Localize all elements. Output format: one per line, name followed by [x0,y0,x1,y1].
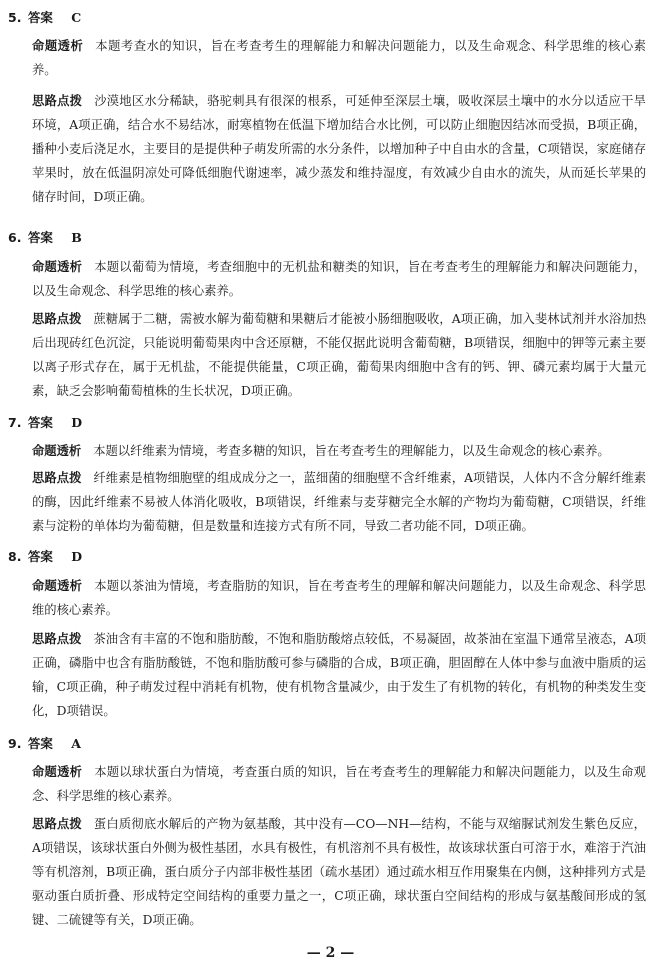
page-number: — 2 — [306,945,355,961]
answer-label: 答案 [27,10,53,25]
question-8-header [8,547,82,567]
question-5-hint [32,89,646,209]
question-8-hint [32,627,646,723]
answer-label: 答案 [27,415,53,430]
question-6-hint [32,307,646,403]
question-7-header [8,413,82,433]
hint-label: 思路点拨 [32,817,82,831]
hint-label: 思路点拨 [32,312,82,326]
question-number: 5. [8,10,22,25]
question-9-header [8,734,81,754]
hint-label: 思路点拨 [32,632,82,646]
answer-label: 答案 [27,736,53,751]
hint-label: 思路点拨 [32,94,83,108]
question-number: 9. [8,736,22,751]
question-6-analysis [32,255,646,303]
analysis-text: 本题以茶油为情境，考查脂肪的知识，旨在考查考生的理解和解决问题能力，以及生命观念、科学思维的核心素养。 [32,579,646,617]
question-number: 8. [8,549,22,564]
analysis-label: 命题透析 [32,260,83,274]
question-5-header [8,8,81,28]
question-7-analysis [32,439,646,463]
hint-text: 蛋白质彻底水解后的产物为氨基酸，其中没有—CO—NH—结构，不能与双缩脲试剂发生紫色反应，A项错误，该球状蛋白外侧为极性基团，水具有极性，有机溶剂不具有极性，故该球状蛋白可溶于水，难溶于汽油等有机溶剂，B项正确，蛋白质分子内部非极性基团（疏水基团）通过疏水相互作用聚集在内侧，这种排列方式是驱动蛋白质折叠、形成特定空间结构的重要力量之一，C项正确，球状蛋白空间结构的形成与氨基酸间形成的氢键、二硫键等有关，D项正确。 [32,817,646,927]
answer-value: B [71,230,82,245]
analysis-text: 本题以球状蛋白为情境，考查蛋白质的知识，旨在考查考生的理解能力和解决问题能力，以及生命观念、科学思维的核心素养。 [32,765,646,803]
answer-value: A [71,736,81,751]
hint-label: 思路点拨 [32,471,82,485]
question-9-hint [32,812,646,932]
analysis-text: 本题以纤维素为情境，考查多糖的知识，旨在考查考生的理解能力，以及生命观念的核心素养。 [93,444,610,458]
question-7-hint [32,466,646,538]
question-number: 6. [8,230,22,245]
question-6-header [8,228,82,248]
analysis-label: 命题透析 [32,579,83,593]
analysis-label: 命题透析 [32,444,82,458]
hint-text: 茶油含有丰富的不饱和脂肪酸，不饱和脂肪酸熔点较低，不易凝固，故茶油在室温下通常呈液态，A项正确，磷脂中也含有脂肪酸链，不饱和脂肪酸可参与磷脂的合成，B项正确，胆固醇在人体中参与血液中脂质的运输，C项正确，种子萌发过程中消耗有机物，使有机物含量减少，由于发生了有机物的转化，有机物的种类发生变化，D项错误。 [32,632,646,718]
analysis-label: 命题透析 [32,39,84,53]
hint-text: 蔗糖属于二糖，需被水解为葡萄糖和果糖后才能被小肠细胞吸收，A项正确，加入斐林试剂并水浴加热后出现砖红色沉淀，只能说明葡萄果肉中含还原糖，不能仅据此说明含葡萄糖，B项错误，细胞中的钾等元素主要以离子形式存在，属于无机盐，不能提供能量，C项正确，葡萄果肉细胞中含有的钙、钾、磷元素均属于大量元素，缺乏会影响葡萄植株的生长状况，D项正确。 [32,312,646,398]
answer-value: D [71,549,83,564]
answer-value: C [71,10,82,25]
hint-text: 沙漠地区水分稀缺，骆驼刺具有很深的根系，可延伸至深层土壤，吸收深层土壤中的水分以适应干旱环境，A项正确，结合水不易结冰，耐寒植物在低温下增加结合水比例，可以防止细胞因结冰而受损，B项正确，播种小麦后浇足水，主要目的是提供种子萌发所需的水分条件，以增加种子中自由水的含量，C项错误，家庭储存苹果时，放在低温阴凉处可降低细胞代谢速率，减少蒸发和维持湿度，有效减少自由水的流失，从而延长苹果的储存时间，D项正确。 [32,94,646,204]
answer-label: 答案 [27,230,53,245]
answer-value: D [71,415,83,430]
question-8-analysis [32,574,646,622]
question-number: 7. [8,415,22,430]
answer-label: 答案 [27,549,53,564]
question-5-analysis [32,34,646,82]
analysis-text: 本题以葡萄为情境，考查细胞中的无机盐和糖类的知识，旨在考查考生的理解能力和解决问题能力，以及生命观念、科学思维的核心素养。 [32,260,646,298]
hint-text: 纤维素是植物细胞壁的组成成分之一，蓝细菌的细胞壁不含纤维素，A项错误，人体内不含分解纤维素的酶，因此纤维素不易被人体消化吸收，B项错误，纤维素与麦芽糖完全水解的产物均为葡萄糖，C项错误，纤维素与淀粉的单体均为葡萄糖，但是数量和连接方式有所不同，导致二者功能不同，D项正确。 [32,471,646,533]
question-9-analysis [32,760,646,808]
analysis-text: 本题考查水的知识，旨在考查考生的理解能力和解决问题能力，以及生命观念、科学思维的核心素养。 [32,39,646,77]
analysis-label: 命题透析 [32,765,83,779]
